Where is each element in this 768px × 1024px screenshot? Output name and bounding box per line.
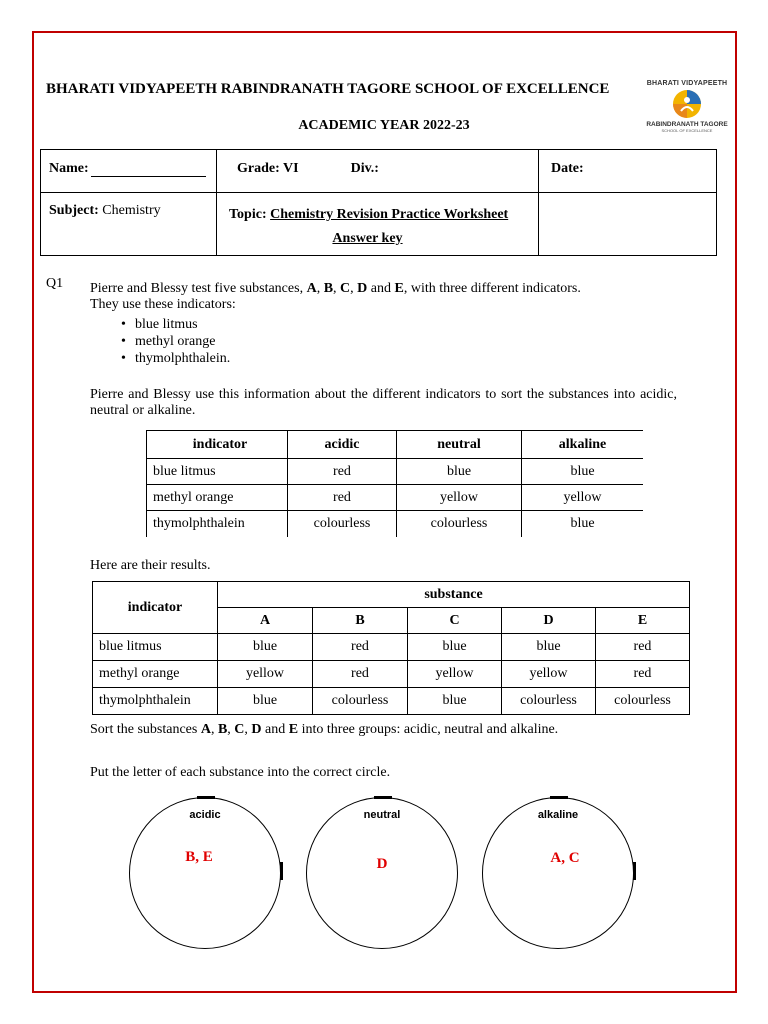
table-row: methyl orange red yellow yellow <box>147 485 644 511</box>
question-intro: Pierre and Blessy test five substances, A, B, C, D and E, with three different indicators. They use these indicators: <box>90 281 581 312</box>
neutral-answer: D <box>376 856 388 872</box>
grade-div-cell <box>217 150 539 193</box>
blank-cell <box>539 193 717 256</box>
school-name: BHARATI VIDYAPEETH RABINDRANATH TAGORE SCHOOL OF EXCELLENCE <box>46 81 610 97</box>
alkaline-answer: A, C <box>550 850 580 866</box>
indicator-list <box>135 316 230 367</box>
acidic-circle <box>129 797 281 949</box>
sort-info-paragraph: Pierre and Blessy use this information about the different indicators to sort the substances into acidic, neutral or alkaline. <box>90 387 677 418</box>
list-item: • blue litmus <box>135 316 230 333</box>
results-intro: Here are their results. <box>90 558 211 573</box>
grade-label: Grade: VI <box>237 161 299 176</box>
topic-value: Chemistry Revision Practice Worksheet <box>270 207 509 222</box>
name-cell <box>41 150 217 193</box>
alkaline-label: alkaline <box>537 809 579 821</box>
subject-label: Subject: <box>49 203 99 218</box>
topic-label: Topic: <box>229 207 271 222</box>
table-row: thymolphthalein colourless colourless blue <box>147 511 644 537</box>
list-item: • methyl orange <box>135 333 230 350</box>
table-row: thymolphthalein blue colourless blue colourless colourless <box>93 688 690 715</box>
acidic-answer: B, E <box>185 849 213 865</box>
academic-year: ACADEMIC YEAR 2022-23 <box>298 118 470 133</box>
name-label: Name: <box>49 161 89 176</box>
subject-cell <box>41 193 217 256</box>
student-info-table <box>40 149 717 256</box>
table-row: blue litmus red blue blue <box>147 459 644 485</box>
date-cell <box>539 150 717 193</box>
answer-key-label: Answer key <box>332 231 403 246</box>
div-label: Div.: <box>350 161 379 176</box>
date-label: Date: <box>551 161 584 176</box>
logo-sub-text: SCHOOL OF EXCELLENCE <box>661 128 713 133</box>
table-row: blue litmus blue red blue blue red <box>93 634 690 661</box>
topic-cell <box>217 193 539 256</box>
table-header-row: indicator acidic neutral alkaline <box>147 431 644 459</box>
question-number: Q1 <box>46 276 64 291</box>
table-subheader-row: A B C D E <box>93 608 690 634</box>
put-letter-instruction: Put the letter of each substance into the correct circle. <box>90 765 391 780</box>
neutral-label: neutral <box>363 809 401 821</box>
indicator-table <box>146 430 643 537</box>
alkaline-circle <box>482 797 634 949</box>
logo-bottom-text: RABINDRANATH TAGORE <box>646 121 728 128</box>
neutral-circle <box>306 797 458 949</box>
logo-emblem-icon <box>672 89 702 119</box>
logo-top-text: BHARATI VIDYAPEETH <box>646 80 728 87</box>
table-row: methyl orange yellow red yellow yellow red <box>93 661 690 688</box>
acidic-label: acidic <box>189 809 221 821</box>
name-blank-line <box>91 163 206 177</box>
results-table <box>92 581 690 715</box>
table-header-row: indicator substance <box>93 582 690 608</box>
subject-value: Chemistry <box>98 203 161 218</box>
sort-task: Sort the substances A, B, C, D and E into three groups: acidic, neutral and alkaline. <box>90 722 559 737</box>
list-item: • thymolphthalein. <box>135 350 230 367</box>
school-logo <box>640 80 734 144</box>
